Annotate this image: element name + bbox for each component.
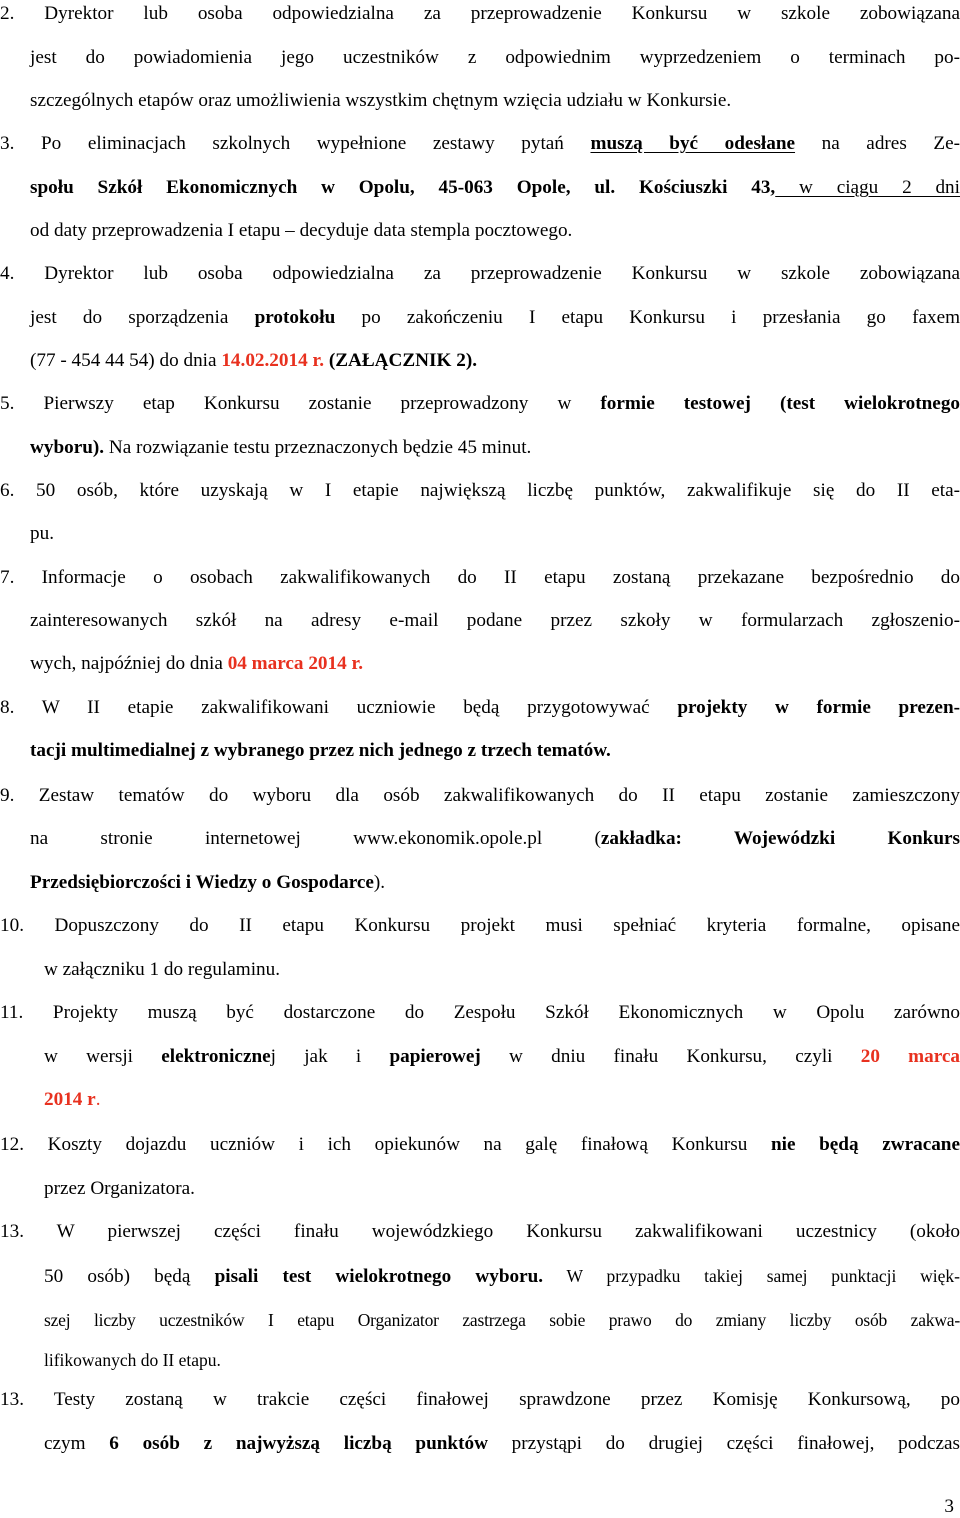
text-span: 13. W pierwszej części finału wojewódzkiego Konkursu zakwalifikowani uczestnicy (około [0,1221,960,1242]
text-span: od daty przeprowadzenia I etapu – decyduje data stempla pocztowego. [30,220,573,241]
item-2-line-1 [0,2,960,26]
item-6-line-2 [0,522,960,546]
text-span: w wersji [44,1046,162,1067]
emphasis-must-send: muszą być odesłane [590,133,796,154]
item-11-line-1 [0,1001,960,1025]
not-refunded-bold: nie będą zwracane [770,1134,960,1155]
item-4-line-2 [0,306,960,330]
text-span: w załączniku 1 do regulaminu. [44,959,281,980]
text-span: na adres Ze- [795,133,960,154]
text-span: j jak i [270,1046,390,1067]
item-13a-line-4 [0,1348,960,1372]
text-span: Na rozwiązanie testu przeznaczonych będzie 45 minut. [104,437,532,458]
text-span: 2. Dyrektor lub osoba odpowiedzialna za przeprowadzenie Konkursu w szkole zobowiązana [0,3,960,24]
item-13a-line-3 [0,1308,960,1332]
text-span: lifikowanych do II etapu. [44,1350,221,1370]
text-span: 13. Testy zostaną w trakcie części finałowej sprawdzone przez Komisję Konkursową, po [0,1389,960,1410]
text-span: . [95,1089,101,1110]
text-span: ). [373,872,386,893]
item-11-line-2 [0,1045,960,1069]
item-12-line-2 [0,1177,960,1201]
item-4-line-1 [0,262,960,286]
text-span: (77 - 454 44 54) do dnia [30,350,222,371]
text-span: 7. Informacje o osobach zakwalifikowanych do II etapu zostaną przekazane bezpośrednio do [0,567,960,588]
item-9-line-2 [0,827,960,851]
test-form-bold: formie testowej (test wielokrotnego [600,393,960,414]
tab-name-bold: zakładka: Wojewódzki Konkurs [600,828,960,849]
item-10-line-1 [0,914,960,938]
item-13b-line-1 [0,1388,960,1412]
text-span: 5. Pierwszy etap Konkursu zostanie przeprowadzony w [0,393,601,414]
date-highlight: 04 marca 2014 r. [227,653,364,674]
item-6-line-1 [0,479,960,503]
text-span: przystąpi do drugiej części finałowej, podczas [487,1433,960,1454]
item-8-line-1 [0,696,960,720]
text-span: po zakończeniu I etapu Konkursu i przesłania go faxem [335,307,960,328]
item-12-line-1 [0,1133,960,1157]
text-span: szej liczby uczestników I etapu Organizator zastrzega sobie prawo do zmiany liczby osób zakwa- [44,1310,960,1330]
date-highlight: 20 marca [860,1046,960,1067]
date-highlight: 14.02.2014 r. [221,350,325,371]
test-bold: pisali test wielokrotnego wyboru. [214,1266,544,1287]
item-3-line-3 [0,219,960,243]
text-span: 10. Dopuszczony do II etapu Konkursu projekt musi spełniać kryteria formalne, opisane [0,915,960,936]
text-span: jest do sporządzenia [30,307,255,328]
item-9-line-3 [0,871,960,895]
item-5-line-1 [0,392,960,416]
address-bold: społu Szkół Ekonomicznych w Opolu, 45-063 Opole, ul. Kościuszki 43, [30,177,776,198]
text-span: 50 osób) będą [44,1266,215,1287]
projects-bold: projekty w formie prezen- [677,697,960,718]
attachment-bold: (ZAŁĄCZNIK 2). [324,350,478,371]
test-form-bold-cont: wyboru). [30,437,105,458]
item-13a-line-1 [0,1220,960,1244]
text-span: W przypadku takiej samej punktacji więk- [543,1266,960,1286]
text-span: czym [44,1433,110,1454]
item-7-line-1 [0,566,960,590]
text-span: 6. 50 osób, które uzyskają w I etapie największą liczbę punktów, zakwalifikuje się do II eta- [0,480,960,501]
item-3-line-2 [0,176,960,200]
text-span: 8. W II etapie zakwalifikowani uczniowie będą przygotowywać [0,697,678,718]
text-span: 3. Po eliminacjach szkolnych wypełnione zestawy pytań [0,133,591,154]
text-span: pu. [30,523,54,544]
paper-bold: papierowej [389,1046,481,1067]
text-span: w dniu finału Konkursu, czyli [480,1046,861,1067]
item-7-line-2 [0,609,960,633]
text-span: szczególnych etapów oraz umożliwienia wszystkim chętnym wzięcia udziału w Konkursie. [30,90,732,111]
text-span: jest do powiadomienia jego uczestników z odpowiednim wyprzedzeniem o terminach po- [30,47,960,68]
text-span: wych, najpóźniej do dnia [30,653,228,674]
text-span: 11. Projekty muszą być dostarczone do Zespołu Szkół Ekonomicznych w Opolu zarówno [0,1002,960,1023]
text-span: 4. Dyrektor lub osoba odpowiedzialna za przeprowadzenie Konkursu w szkole zobowiązana [0,263,960,284]
text-span: 12. Koszty dojazdu uczniów i ich opiekunów na galę finałową Konkursu [0,1134,771,1155]
item-2-line-2 [0,46,960,70]
text-span: przez Organizatora. [44,1178,195,1199]
item-8-line-2 [0,739,960,763]
projects-bold-cont: tacji multimedialnej z wybranego przez nich jednego z trzech tematów. [30,740,611,761]
top-six-bold: 6 osób z najwyższą liczbą punktów [109,1433,488,1454]
item-13a-line-2 [0,1264,960,1289]
item-11-line-3 [0,1088,960,1112]
text-span: 9. Zestaw tematów do wyboru dla osób zakwalifikowanych do II etapu zostanie zamieszczony [0,785,960,806]
item-10-line-2 [0,958,960,982]
text-span: na stronie internetowej www.ekonomik.opole.pl ( [30,828,601,849]
tab-name-bold-cont: Przedsiębiorczości i Wiedzy o Gospodarce [30,872,374,893]
text-span: zainteresowanych szkół na adresy e-mail podane przez szkoły w formularzach zgłoszenio- [30,610,960,631]
item-13b-line-2 [0,1432,960,1456]
page-number: 3 [944,1496,954,1517]
item-5-line-2 [0,436,960,460]
deadline-underlined: w ciągu 2 dni [775,177,960,198]
protocol-bold: protokołu [254,307,336,328]
item-4-line-3 [0,349,960,373]
date-highlight-cont: 2014 r [44,1089,96,1110]
item-7-line-3 [0,652,960,676]
item-2-line-3 [0,89,960,113]
electronic-bold: elektroniczne [161,1046,271,1067]
item-3-line-1 [0,132,960,156]
item-9-line-1 [0,784,960,808]
